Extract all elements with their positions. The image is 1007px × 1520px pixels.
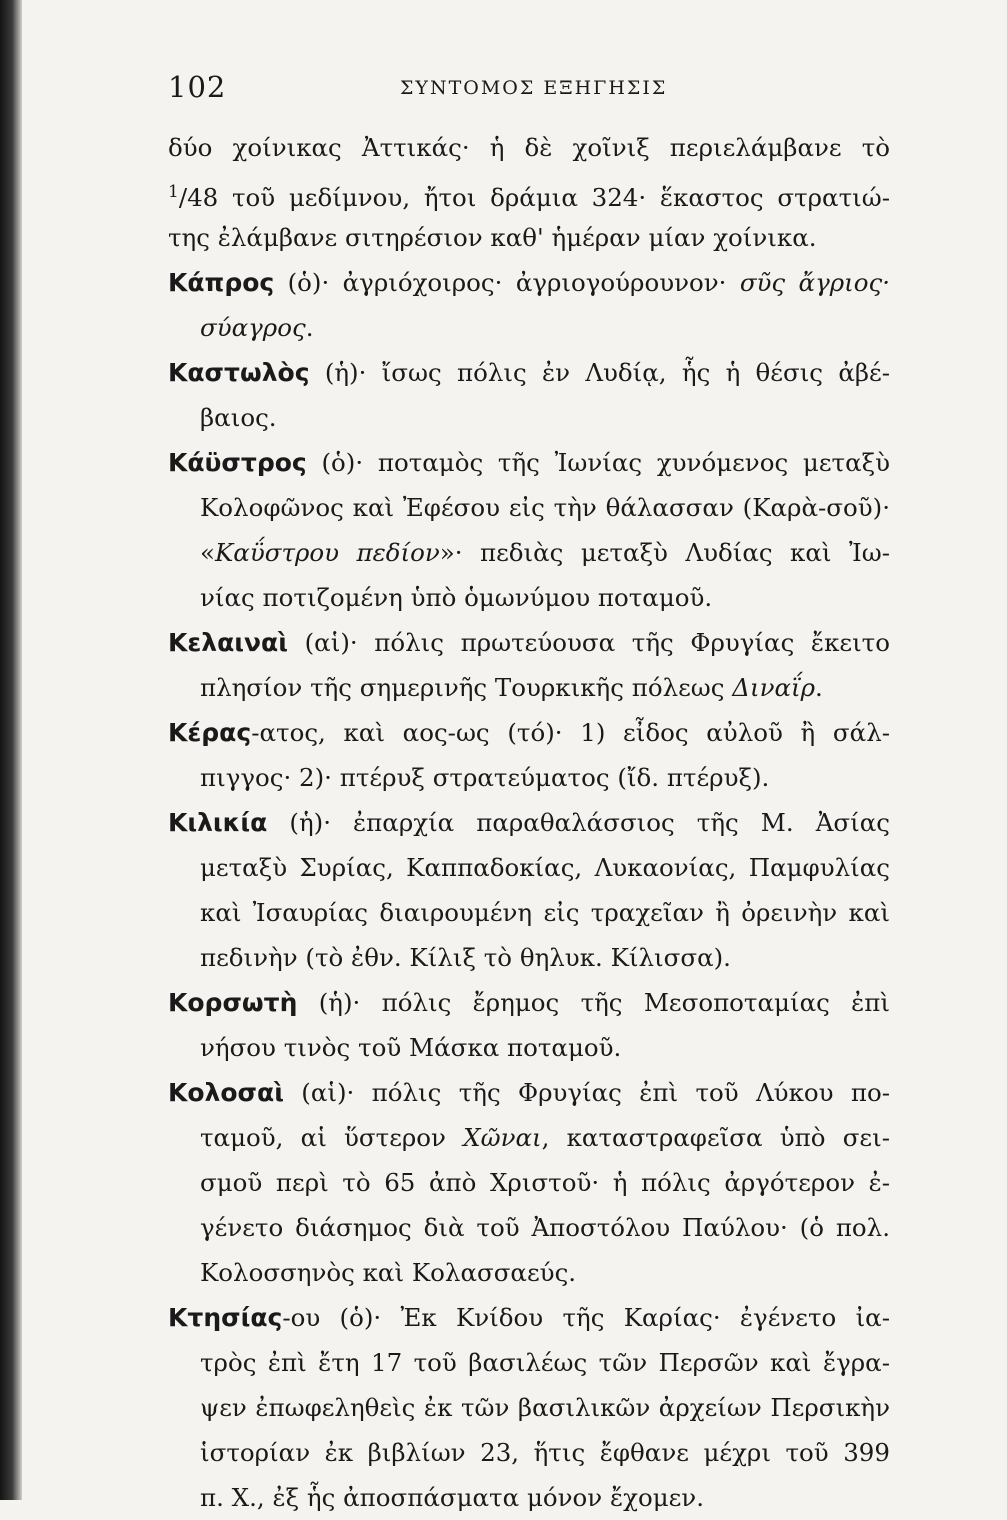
page-binding-edge bbox=[0, 0, 22, 1500]
text-line: π. Χ., ἐξ ἧς ἀποσπάσματα μόνον ἔχομεν. bbox=[200, 1483, 704, 1512]
text-line: πεδινὴν (τὸ ἐθν. Κίλιξ τὸ θηλυκ. Κίλισσα). bbox=[200, 943, 731, 972]
text-line: ταμοῦ, αἱ ὕστερον Χῶναι, καταστραφεῖσα ὑπὸ σει- bbox=[200, 1123, 890, 1152]
headword: Κάπρος bbox=[168, 268, 275, 297]
entry-kolosai: Κολοσαὶ (αἱ)· πόλις τῆς Φρυγίας ἐπὶ τοῦ Λύκου πο- bbox=[168, 1078, 890, 1107]
text-line: σύαγρος. bbox=[200, 313, 314, 342]
headword: Καστωλὸς bbox=[168, 358, 310, 387]
headword: Κελαιναὶ bbox=[168, 628, 288, 657]
text-line: βαιος. bbox=[200, 403, 277, 432]
page-header bbox=[168, 70, 888, 110]
text-line: καὶ Ἰσαυρίας διαιρουμένη εἰς τραχεῖαν ἢ ὀρεινὴν καὶ bbox=[200, 898, 890, 927]
page-number: 102 bbox=[168, 70, 227, 104]
text-line: νήσου τινὸς τοῦ Μάσκα ποταμοῦ. bbox=[200, 1033, 622, 1062]
text-line: πλησίον τῆς σημερινῆς Τουρκικῆς πόλεως Διναΐρ. bbox=[200, 673, 823, 702]
text-line: μεταξὺ Συρίας, Καππαδοκίας, Λυκαονίας, Παμφυλίας bbox=[200, 853, 890, 882]
text-line: σμοῦ περὶ τὸ 65 ἀπὸ Χριστοῦ· ἡ πόλις ἀργότερον ἐ- bbox=[200, 1168, 890, 1197]
entry-kaystros: Κάϋστρος (ὁ)· ποταμὸς τῆς Ἰωνίας χυνόμενος μεταξὺ bbox=[168, 448, 890, 477]
entry-keras: Κέρας-ατος, καὶ αος-ως (τό)· 1) εἶδος αὐλοῦ ἢ σάλ- bbox=[168, 718, 890, 747]
entry-kapros: Κάπρος (ὁ)· ἀγριόχοιρος· ἀγριογούρουνον· σῦς ἄγριος· bbox=[168, 268, 890, 297]
entry-kilikia: Κιλικία (ἡ)· ἐπαρχία παραθαλάσσιος τῆς Μ. Ἀσίας bbox=[168, 808, 890, 837]
text-line: $^1$/48 τοῦ μεδίμνου, ἤτοι δράμια 324· ἕκαστος στρατιώ- bbox=[168, 182, 890, 212]
headword: Κορσωτὴ bbox=[168, 988, 298, 1017]
headword: Κέρας bbox=[168, 718, 252, 747]
text-line: δύο χοίνικας Ἀττικάς· ἡ δὲ χοῖνιξ περιελάμβανε τὸ bbox=[168, 133, 890, 162]
text-line: ψεν ἐπωφεληθεὶς ἐκ τῶν βασιλικῶν ἀρχείων Περσικὴν bbox=[200, 1393, 890, 1422]
text-line: νίας ποτιζομένη ὑπὸ ὁμωνύμου ποταμοῦ. bbox=[200, 583, 713, 612]
text-line: ἱστορίαν ἐκ βιβλίων 23, ἥτις ἔφθανε μέχρι τοῦ 399 bbox=[200, 1438, 890, 1467]
entry-kelainai: Κελαιναὶ (αἱ)· πόλις πρωτεύουσα τῆς Φρυγίας ἔκειτο bbox=[168, 628, 890, 657]
headword: Κολοσαὶ bbox=[168, 1078, 284, 1107]
text-line: τρὸς ἐπὶ ἔτη 17 τοῦ βασιλέως τῶν Περσῶν καὶ ἔγρα- bbox=[200, 1348, 890, 1377]
headword: Κτησίας bbox=[168, 1303, 283, 1332]
running-title: ΣΥΝΤΟΜΟΣ ΕΞΗΓΗΣΙΣ bbox=[400, 77, 668, 99]
entry-kastolos: Καστωλὸς (ἡ)· ἴσως πόλις ἐν Λυδίᾳ, ἧς ἡ θέσις ἀβέ- bbox=[168, 358, 890, 387]
text-line: Κολοσσηνὸς καὶ Κολασσαεύς. bbox=[200, 1258, 577, 1287]
text-line: Κολοφῶνος καὶ Ἐφέσου εἰς τὴν θάλασσαν (Καρὰ-σοῦ)· bbox=[200, 493, 890, 522]
dictionary-text bbox=[168, 125, 890, 1520]
text-line: γένετο διάσημος διὰ τοῦ Ἀποστόλου Παύλου· (ὁ πολ. bbox=[200, 1213, 890, 1242]
headword: Κιλικία bbox=[168, 808, 268, 837]
entry-korsote: Κορσωτὴ (ἡ)· πόλις ἔρημος τῆς Μεσοποταμίας ἐπὶ bbox=[168, 988, 890, 1017]
entry-ktesias: Κτησίας-ου (ὁ)· Ἐκ Κνίδου τῆς Καρίας· ἐγένετο ἰα- bbox=[168, 1303, 890, 1332]
text-line: της ἐλάμβανε σιτηρέσιον καθ' ἡμέραν μίαν χοίνικα. bbox=[168, 223, 817, 252]
headword: Κάϋστρος bbox=[168, 448, 307, 477]
text-line: «Καΰστρου πεδίον»· πεδιὰς μεταξὺ Λυδίας καὶ Ἰω- bbox=[200, 538, 890, 567]
text-line: πιγγος· 2)· πτέρυξ στρατεύματος (ἴδ. πτέρυξ). bbox=[200, 763, 770, 792]
